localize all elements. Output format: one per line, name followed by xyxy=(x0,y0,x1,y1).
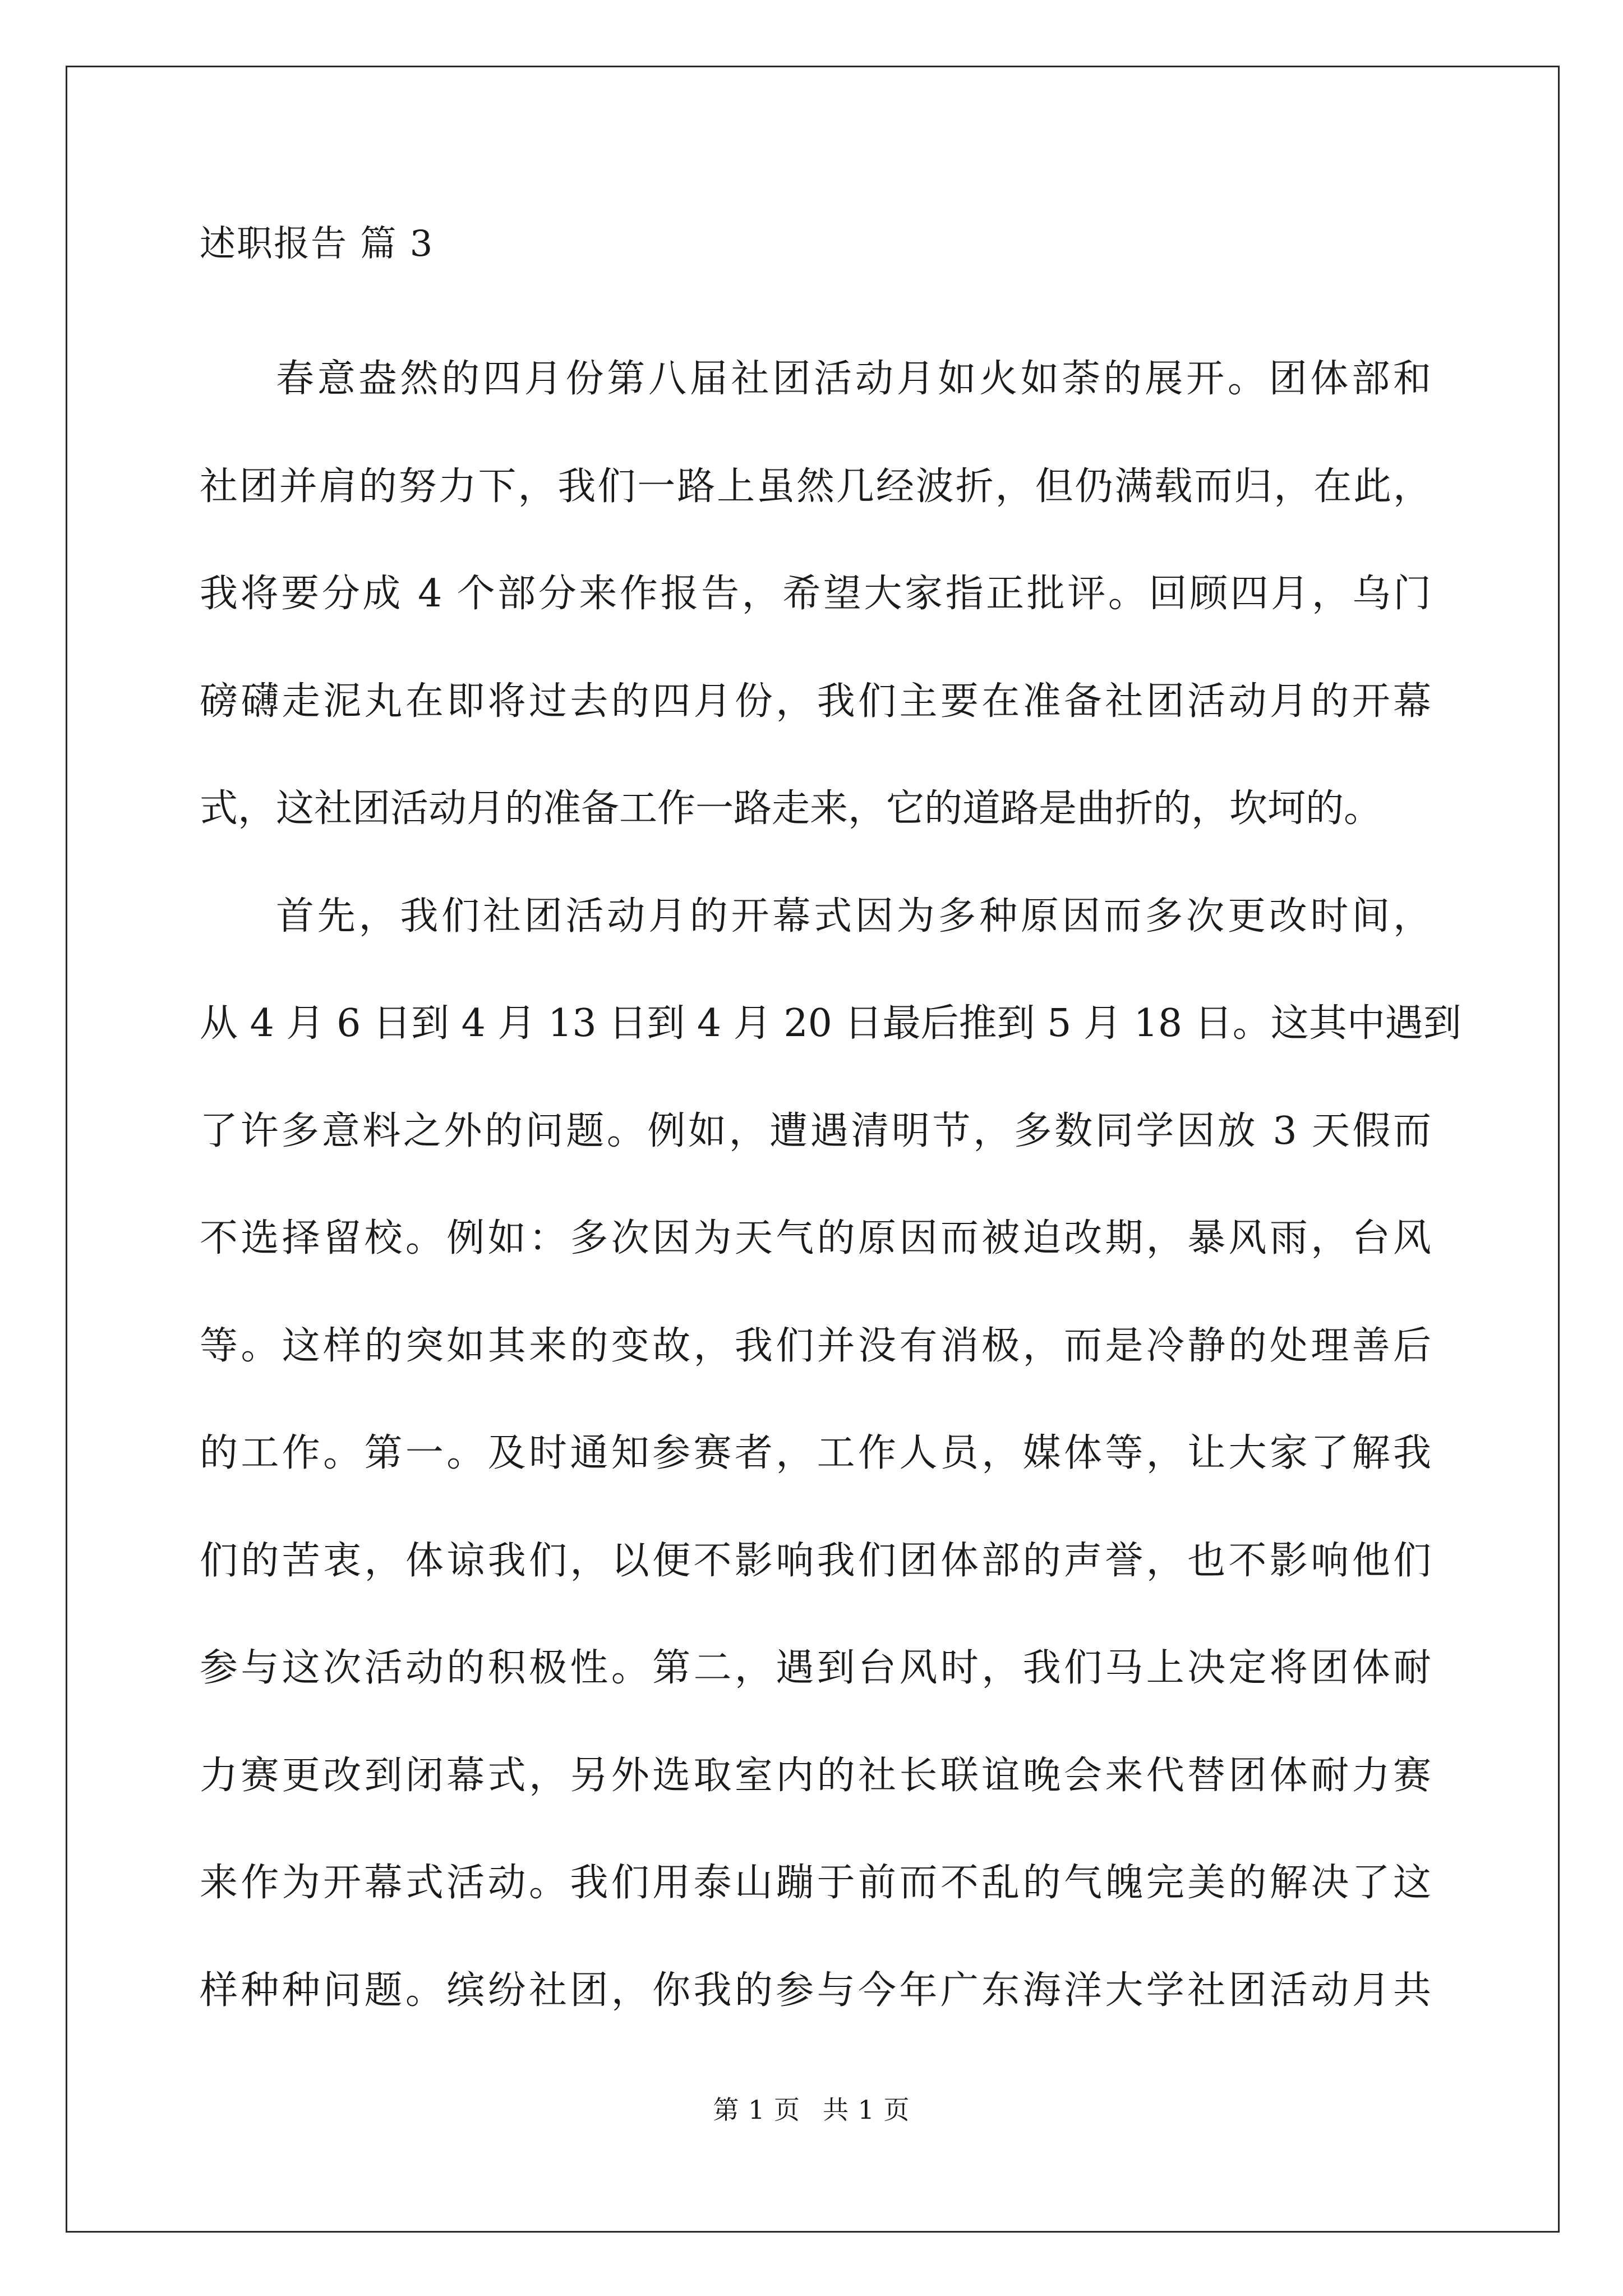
text-line: 等。这样的突如其来的变故，我们并没有消极，而是冷静的处理善后 xyxy=(200,1323,1431,1368)
paragraph-1 xyxy=(200,325,1431,863)
text-line: 我将要分成 4 个部分来作报告，希望大家指正批评。回顾四月，乌门 xyxy=(200,572,1431,616)
page-total: 共 1 页 xyxy=(823,2095,910,2125)
text-line: 样种种问题。缤纷社团，你我的参与今年广东海洋大学社团活动月共 xyxy=(200,1968,1431,2013)
text-line: 的工作。第一。及时通知参赛者，工作人员，媒体等，让大家了解我 xyxy=(200,1431,1431,1475)
paragraph-2 xyxy=(200,863,1461,2045)
text-line: 首先，我们社团活动月的开幕式因为多种原因而多次更改时间， xyxy=(276,894,1431,938)
document-title: 述职报告 篇 3 xyxy=(200,223,434,265)
text-line: 式，这社团活动月的准备工作一路走来，它的道路是曲折的，坎坷的。 xyxy=(200,786,1382,831)
text-line: 磅礴走泥丸在即将过去的四月份，我们主要在准备社团活动月的开幕 xyxy=(200,679,1431,724)
text-line: 不选择留校。例如：多次因为天气的原因而被迫改期，暴风雨，台风 xyxy=(200,1216,1431,1260)
text-line: 春意盎然的四月份第八届社团活动月如火如荼的展开。团体部和 xyxy=(276,357,1431,401)
text-line: 参与这次活动的积极性。第二，遇到台风时，我们马上决定将团体耐 xyxy=(200,1646,1431,1690)
page-footer xyxy=(0,2094,1623,2125)
text-line: 社团并肩的努力下，我们一路上虽然几经波折，但仍满载而归，在此， xyxy=(200,464,1431,509)
document-body xyxy=(200,325,1461,2044)
page-number: 第 1 页 xyxy=(713,2095,800,2125)
text-line: 从 4 月 6 日到 4 月 13 日到 4 月 20 日最后推到 5 月 18 日。这其中遇到 xyxy=(200,1001,1461,1046)
text-line: 来作为开幕式活动。我们用泰山蹦于前而不乱的气魄完美的解决了这 xyxy=(200,1861,1431,1905)
text-line: 们的苦衷，体谅我们，以便不影响我们团体部的声誉，也不影响他们 xyxy=(200,1538,1431,1583)
text-line: 力赛更改到闭幕式，另外选取室内的社长联谊晚会来代替团体耐力赛 xyxy=(200,1753,1431,1798)
text-line: 了许多意料之外的问题。例如，遭遇清明节，多数同学因放 3 天假而 xyxy=(200,1108,1431,1153)
